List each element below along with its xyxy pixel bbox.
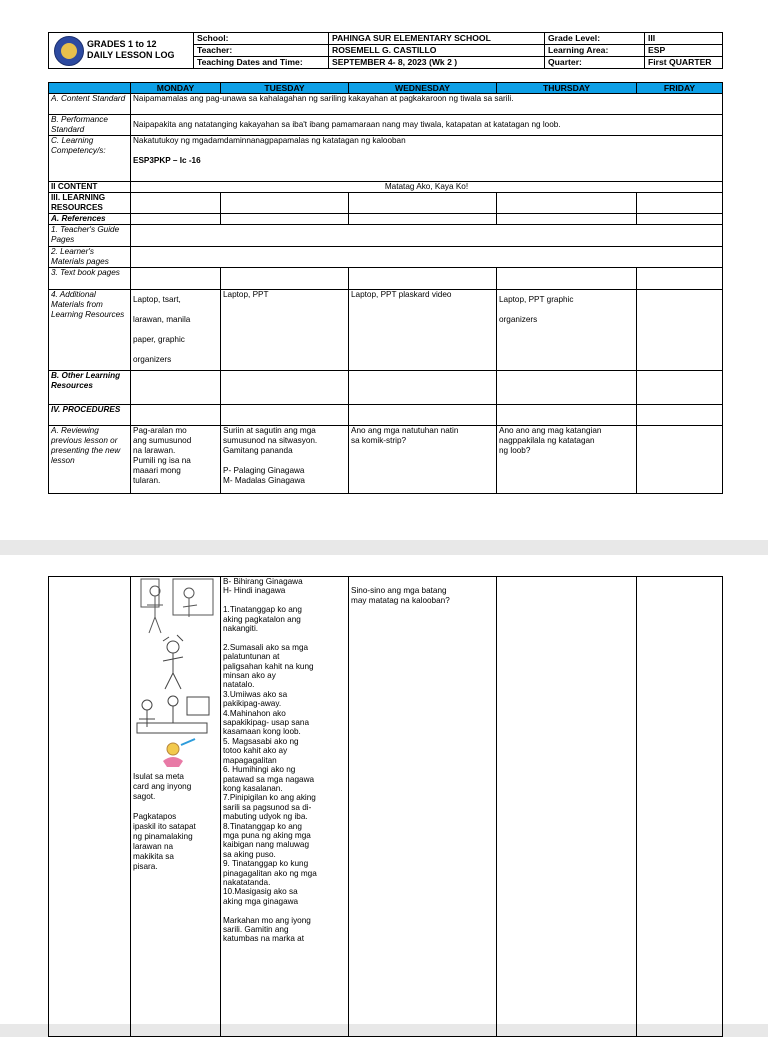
reviewing-monday: Pag-aralan mo ang sumusunod na larawan. Pumili ng isa na maaari mong tularan. <box>131 426 221 494</box>
day-tuesday: TUESDAY <box>221 83 349 94</box>
procedures-label: IV. PROCEDURES <box>49 405 131 426</box>
grade-value: III <box>645 33 723 45</box>
materials-monday: Laptop, tsart, larawan, manila paper, graphic organizers <box>131 290 221 371</box>
tuesday-line: sapakikipag- usap sana <box>223 718 310 728</box>
tuesday-line: mabuting udyok ng iba. <box>223 812 308 822</box>
continuation-tuesday <box>221 577 349 1037</box>
competency-label: C. Learning Competency/s: <box>49 136 131 182</box>
log-title-1: GRADES 1 to 12 <box>87 39 157 49</box>
tuesday-line: sarili sa pagsunod sa di- <box>223 802 312 812</box>
tuesday-line: 7.Pinipigilan ko ang aking <box>223 793 316 803</box>
page-2 <box>0 555 768 1024</box>
school-value: PAHINGA SUR ELEMENTARY SCHOOL <box>329 33 545 45</box>
dates-label: Teaching Dates and Time: <box>194 57 329 69</box>
tuesday-line: 8.Tinatanggap ko ang <box>223 821 302 831</box>
tuesday-line: 4.Mahinahon ako <box>223 708 286 718</box>
deped-seal-icon <box>54 36 84 66</box>
reviewing-thursday: Ano ano ang mag katangian nagppakilala ng katatagan ng loob? <box>497 426 637 494</box>
day-friday: FRIDAY <box>637 83 723 94</box>
materials-wednesday: Laptop, PPT plaskard video <box>349 290 497 371</box>
tuesday-line: natatalo. <box>223 680 255 690</box>
tuesday-line: 10.Masigasig ako sa <box>223 887 298 897</box>
logo-cell <box>49 33 194 69</box>
tuesday-line <box>223 906 346 915</box>
tuesday-line: 2.Sumasali ako sa mga <box>223 642 309 652</box>
tuesday-line: nakangiti. <box>223 624 259 634</box>
tuesday-line: nakatatanda. <box>223 877 271 887</box>
area-value: ESP <box>645 45 723 57</box>
resources-label: III. LEARNING RESOURCES <box>49 193 131 214</box>
log-title-2: DAILY LESSON LOG <box>87 50 175 60</box>
tuesday-line: minsan ako ay <box>223 671 276 681</box>
tuesday-line: 6. Humihingi ako ng <box>223 765 296 775</box>
content-value: Matatag Ako, Kaya Ko! <box>131 182 723 193</box>
continuation-wednesday: Sino-sino ang mga batang may matatag na kalooban? <box>349 577 497 1037</box>
area-label: Learning Area: <box>545 45 645 57</box>
tuesday-line: kaibigan nang maluwag <box>223 840 310 850</box>
materials-tuesday: Laptop, PPT <box>221 290 349 371</box>
quarter-value: First QUARTER <box>645 57 723 69</box>
tuesday-line: patawad sa mga nagawa <box>223 774 315 784</box>
tuesday-line: Markahan mo ang iyong <box>223 915 311 925</box>
tuesday-line: aking mga ginagawa <box>223 896 299 906</box>
tuesday-line <box>223 596 346 605</box>
school-label: School: <box>194 33 329 45</box>
content-standard-label: A. Content Standard <box>49 94 131 115</box>
teacher-value: ROSEMELL G. CASTILLO <box>329 45 545 57</box>
grade-label: Grade Level: <box>545 33 645 45</box>
tuesday-line: aking pagkatalon ang <box>223 614 301 624</box>
additional-materials-label: 4. Additional Materials from Learning Resources <box>49 290 131 371</box>
tb-label: 3. Text book pages <box>49 268 131 290</box>
materials-thursday: Laptop, PPT graphic organizers <box>497 290 637 371</box>
lesson-table <box>48 82 723 494</box>
tg-label: 1. Teacher's Guide Pages <box>49 225 131 247</box>
tuesday-line: 3.Umiiwas ako sa <box>223 689 288 699</box>
performance-standard-label: B. Performance Standard <box>49 115 131 136</box>
content-label: II CONTENT <box>49 182 131 193</box>
header-table <box>48 32 723 69</box>
lm-label: 2. Learner's Materials pages <box>49 247 131 268</box>
tuesday-line: sarili. Gamitin ang <box>223 924 289 934</box>
children-illustration-icon <box>133 577 217 769</box>
tuesday-line: mapagagalitan <box>223 755 277 765</box>
tuesday-line: sa aking puso. <box>223 849 276 859</box>
tuesday-line: katumbas na marka at <box>223 934 305 944</box>
dates-value: SEPTEMBER 4- 8, 2023 (Wk 2 ) <box>329 57 545 69</box>
reviewing-label: A. Reviewing previous lesson or presenting the new lesson <box>49 426 131 494</box>
tuesday-line: H- Hindi inagawa <box>223 586 286 596</box>
tuesday-line: 9. Tinatanggap ko kung <box>223 859 309 869</box>
competency-code: ESP3PKP – Ic -16 <box>133 156 201 165</box>
tuesday-line: 1.Tinatanggap ko ang <box>223 605 302 615</box>
tuesday-line: totoo kahit ako ay <box>223 746 288 756</box>
tuesday-line: paligsahan kahit na kung <box>223 661 314 671</box>
performance-standard-value: Naipapakita ang natatanging kakayahan sa iba't ibang pamamaraan nang may tiwala, katapatan at katatagan ng loob. <box>131 115 723 136</box>
tuesday-line: mga puna ng aking mga <box>223 830 311 840</box>
tuesday-line: pakikipag-away. <box>223 699 282 709</box>
reviewing-wednesday: Ano ang mga natutuhan natin sa komik-strip? <box>349 426 497 494</box>
continuation-table <box>48 576 723 1037</box>
content-standard-value: Naipamamalas ang pag-unawa sa kahalagahan ng sariling kakayahan at pagkakaroon ng tiwala sa sarili. <box>131 94 723 115</box>
tuesday-line: 5. Magsasabi ako ng <box>223 736 299 746</box>
day-monday: MONDAY <box>131 83 221 94</box>
day-wednesday: WEDNESDAY <box>349 83 497 94</box>
references-label: A. References <box>49 214 131 225</box>
quarter-label: Quarter: <box>545 57 645 69</box>
other-resources-label: B. Other Learning Resources <box>49 371 131 405</box>
tuesday-line: B- Bihirang Ginagawa <box>223 577 303 586</box>
reviewing-tuesday: Suriin at sagutin ang mga sumusunod na sitwasyon. Gamitang pananda P- Palaging Ginagawa M- Madalas Ginagawa <box>221 426 349 494</box>
tuesday-line: kasamaan kong loob. <box>223 727 301 737</box>
continuation-monday: Isulat sa meta card ang inyong sagot. Pagkatapos ipaskil ito satapat ng pinamalaking larawan na makikita sa pisara. <box>131 577 221 1037</box>
tuesday-line: pinagagalitan ako ng mga <box>223 868 317 878</box>
day-thursday: THURSDAY <box>497 83 637 94</box>
tuesday-line: palatuntunan at <box>223 652 280 662</box>
tuesday-line: kong kasalanan. <box>223 783 283 793</box>
tuesday-line <box>223 633 346 642</box>
competency-value: Nakatutukoy ng mgadamdaminnanagpapamalas ng katatagan ng kalooban <box>133 136 406 145</box>
teacher-label: Teacher: <box>194 45 329 57</box>
